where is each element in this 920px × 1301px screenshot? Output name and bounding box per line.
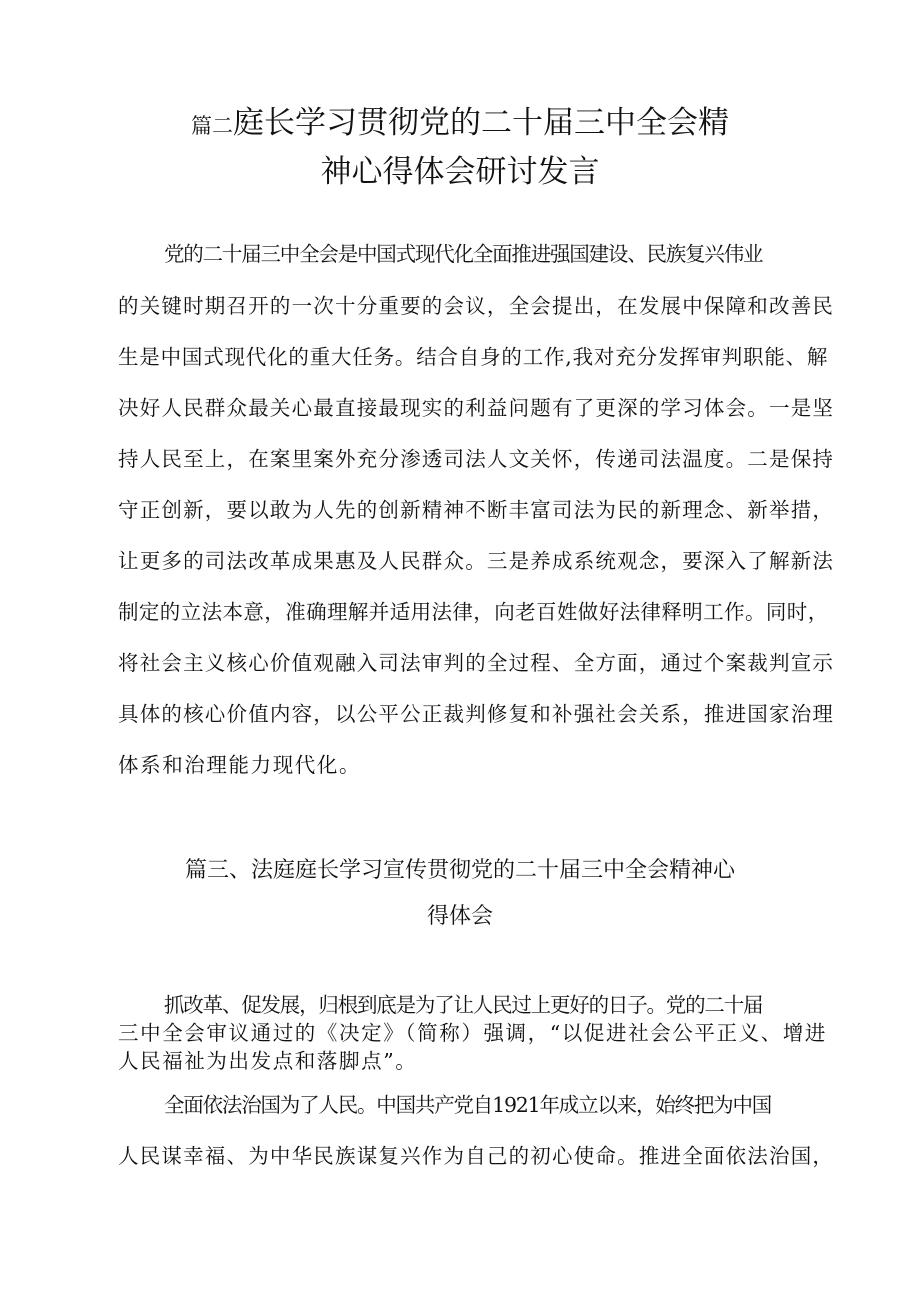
section3-title-line2: 得体会 bbox=[426, 904, 493, 929]
body-line: 守正创新，要以敢为人先的创新精神不断丰富司法为民的新理念、新举措， bbox=[118, 498, 835, 522]
body-line: 将社会主义核心价值观融入司法审判的全过程、全方面，通过个案裁判宣示 bbox=[118, 651, 835, 675]
section2-title-prefix: 篇二 bbox=[191, 114, 233, 138]
section2-title-line1 bbox=[0, 100, 920, 149]
section2-title-line2: 神心得体会研讨发言 bbox=[320, 154, 600, 190]
body-line: 人民福祉为出发点和落脚点”。 bbox=[118, 1049, 418, 1073]
body-line: 决好人民群众最关心最直接最现实的利益问题有了更深的学习体会。一是坚 bbox=[118, 396, 835, 420]
section2-title bbox=[0, 100, 920, 195]
section3-title-line1: 篇三、法庭庭长学习宣传贯彻党的二十届三中全会精神心 bbox=[184, 858, 735, 883]
body-line: 的关键时期召开的一次十分重要的会议，全会提出，在发展中保障和改善民 bbox=[118, 294, 835, 318]
body-line: 党的二十届三中全会是中国式现代化全面推进强国建设、民族复兴伟业 bbox=[164, 242, 763, 266]
body-line: 生是中国式现代化的重大任务。结合自身的工作,我对充分发挥审判职能、解 bbox=[118, 345, 829, 369]
body-line: 人民谋幸福、为中华民族谋复兴作为自己的初心使命。推进全面依法治国， bbox=[118, 1144, 835, 1168]
body-line: 具体的核心价值内容，以公平公正裁判修复和补强社会关系，推进国家治理 bbox=[118, 702, 835, 726]
body-line: 三中全会审议通过的《决定》（简称）强调，“以促进社会公平正义、增进 bbox=[118, 1021, 828, 1045]
body-line: 体系和治理能力现代化。 bbox=[118, 753, 362, 777]
section2-title-line1-text: 庭长学习贯彻党的二十届三中全会精 bbox=[233, 105, 729, 141]
body-line: 制定的立法本意，准确理解并适用法律，向老百姓做好法律释明工作。同时， bbox=[118, 600, 829, 624]
body-line: 持人民至上，在案里案外充分渗透司法人文关怀，传递司法温度。二是保持 bbox=[118, 447, 835, 471]
body-line: 抓改革、促发展，归根到底是为了让人民过上更好的日子。党的二十届 bbox=[164, 993, 763, 1017]
section3-title bbox=[0, 848, 920, 940]
body-line: 让更多的司法改革成果惠及人民群众。三是养成系统观念，要深入了解新法 bbox=[118, 549, 835, 573]
body-line: 全面依法治国为了人民。中国共产党自1921年成立以来，始终把为中国 bbox=[164, 1093, 772, 1117]
